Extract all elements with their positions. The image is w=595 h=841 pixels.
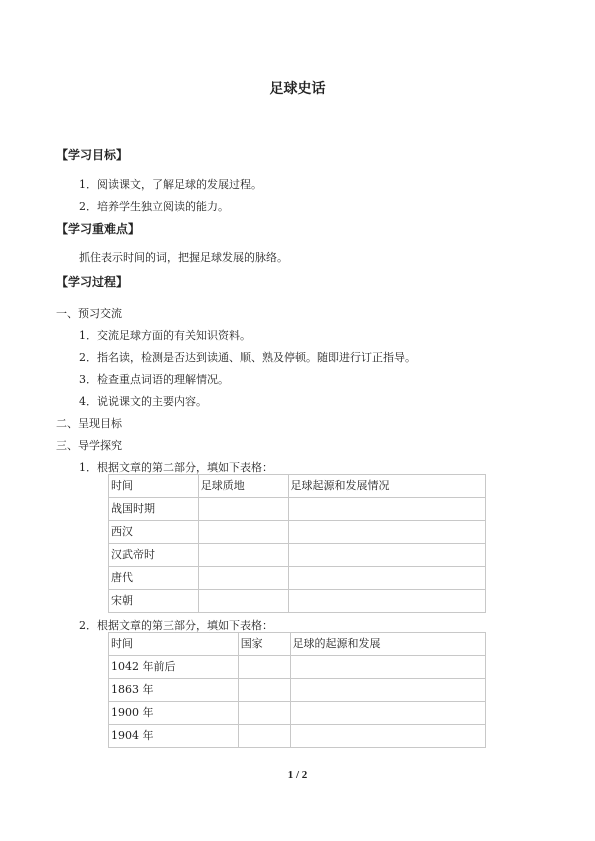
table-header-row <box>109 633 486 656</box>
table-world <box>108 632 486 748</box>
row-label: 1863 年 <box>109 679 239 702</box>
blank-cell <box>198 590 288 613</box>
question-1: 1．根据文章的第二部分，填如下表格： <box>79 461 273 474</box>
blank-cell <box>288 521 485 544</box>
part2-label: 二、呈现目标 <box>56 417 122 430</box>
blank-cell <box>290 725 485 748</box>
table-header-row <box>109 475 486 498</box>
header-cell: 国家 <box>238 633 290 656</box>
row-label: 1904 年 <box>109 725 239 748</box>
question-2: 2．根据文章的第三部分，填如下表格： <box>79 619 273 632</box>
row-label: 1900 年 <box>109 702 239 725</box>
row-label: 1042 年前后 <box>109 656 239 679</box>
row-label: 汉武帝时 <box>109 544 199 567</box>
part1-label: 一、预习交流 <box>56 307 122 320</box>
page-title: 足球史话 <box>269 81 326 97</box>
blank-cell <box>288 567 485 590</box>
row-label: 西汉 <box>109 521 199 544</box>
part1-item: 2．指名读，检测是否达到读通、顺、熟及停顿。随即进行订正指导。 <box>79 351 416 364</box>
table-row <box>109 679 486 702</box>
part1-item: 3．检查重点词语的理解情况。 <box>79 373 229 386</box>
table-row <box>109 725 486 748</box>
table-row <box>109 702 486 725</box>
header-cell: 足球质地 <box>198 475 288 498</box>
blank-cell <box>198 544 288 567</box>
blank-cell <box>290 702 485 725</box>
blank-cell <box>290 679 485 702</box>
table-row <box>109 656 486 679</box>
blank-cell <box>238 679 290 702</box>
blank-cell <box>288 590 485 613</box>
blank-cell <box>198 521 288 544</box>
blank-cell <box>198 567 288 590</box>
goals-heading: 【学习目标】 <box>56 148 129 162</box>
part1-item: 4．说说课文的主要内容。 <box>79 395 207 408</box>
goal-item: 1．阅读课文，了解足球的发展过程。 <box>79 178 262 191</box>
blank-cell <box>238 656 290 679</box>
part3-label: 三、导学探究 <box>56 439 122 452</box>
blank-cell <box>198 498 288 521</box>
blank-cell <box>288 544 485 567</box>
table-era <box>108 474 486 613</box>
header-cell: 足球起源和发展情况 <box>288 475 485 498</box>
goal-item: 2．培养学生独立阅读的能力。 <box>79 200 229 213</box>
keypoints-heading: 【学习重难点】 <box>56 222 141 236</box>
part1-item: 1．交流足球方面的有关知识资料。 <box>79 329 251 342</box>
row-label: 宋朝 <box>109 590 199 613</box>
table-row <box>109 498 486 521</box>
header-cell: 时间 <box>109 633 239 656</box>
page-number: 1 / 2 <box>287 769 308 781</box>
keypoints-text: 抓住表示时间的词，把握足球发展的脉络。 <box>79 251 288 264</box>
blank-cell <box>238 725 290 748</box>
table-row <box>109 590 486 613</box>
row-label: 唐代 <box>109 567 199 590</box>
process-heading: 【学习过程】 <box>56 275 129 289</box>
row-label: 战国时期 <box>109 498 199 521</box>
table-row <box>109 544 486 567</box>
blank-cell <box>288 498 485 521</box>
blank-cell <box>290 656 485 679</box>
blank-cell <box>238 702 290 725</box>
header-cell: 足球的起源和发展 <box>290 633 485 656</box>
header-cell: 时间 <box>109 475 199 498</box>
table-row <box>109 567 486 590</box>
table-row <box>109 521 486 544</box>
